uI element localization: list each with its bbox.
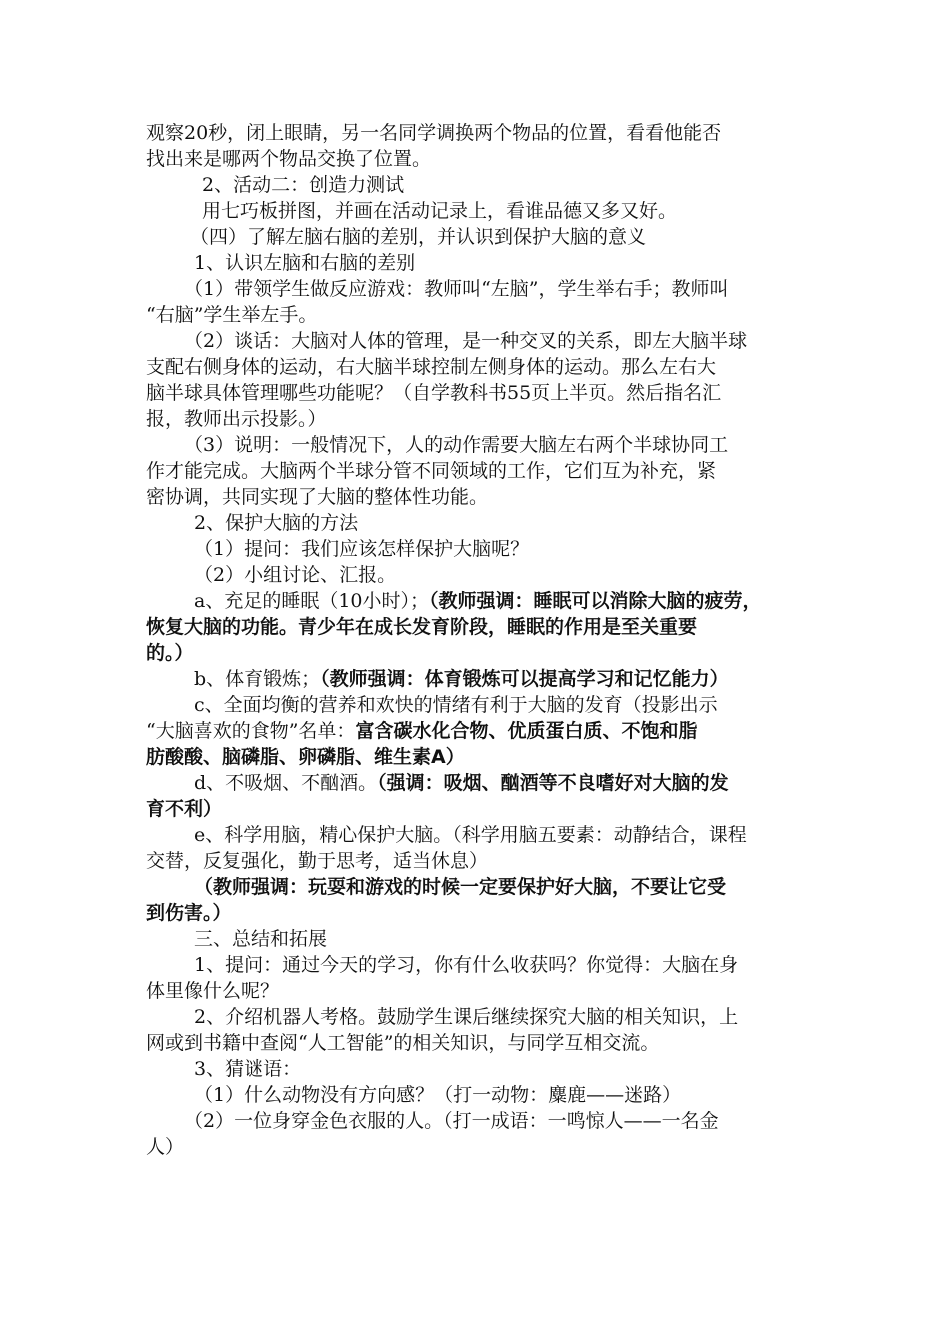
teacher-emphasis: 恢复大脑的功能。青少年在成长发育阶段，睡眠的作用是至关重要: [146, 616, 698, 638]
text-line: c、全面均衡的营养和欢快的情绪有利于大脑的发育（投影出示: [194, 694, 718, 716]
text-line: （2）小组讨论、汇报。: [194, 564, 397, 586]
text-line: 支配右侧身体的运动，右大脑半球控制左侧身体的运动。那么左右大: [146, 356, 717, 378]
teacher-emphasis: 的。）: [146, 642, 194, 664]
text-line: 作才能完成。大脑两个半球分管不同领域的工作，它们互为补充，紧: [146, 460, 717, 482]
riddle-item: （2）一位身穿金色衣服的人。（打一成语：一鸣惊人——一名金: [184, 1110, 719, 1132]
item-text: a、充足的睡眠（10小时）；: [194, 590, 430, 612]
text-line: 用七巧板拼图，并画在活动记录上，看谁品德又多又好。: [202, 200, 678, 222]
text-line: 体里像什么呢？: [146, 980, 280, 1002]
item-text: b、体育锻炼；: [194, 668, 321, 690]
text-line: （1）带领学生做反应游戏：教师叫“左脑”，学生举右手；教师叫: [184, 278, 729, 300]
text-line: （3）说明：一般情况下，人的动作需要大脑左右两个半球协同工: [184, 434, 729, 456]
teacher-emphasis: （教师强调：体育锻炼可以提高学习和记忆能力）: [320, 668, 729, 690]
text-line: 报，教师出示投影。）: [146, 408, 327, 430]
item-text: “大脑喜欢的食物”名单：: [146, 720, 356, 742]
riddle-item: 人）: [146, 1136, 185, 1158]
text-line: 脑半球具体管理哪些功能呢？（自学教科书55页上半页。然后指名汇: [146, 382, 722, 404]
text-line: 网或到书籍中查阅“人工智能”的相关知识，与同学互相交流。: [146, 1032, 660, 1054]
text-line: 观察20秒，闭上眼睛，另一名同学调换两个物品的位置，看看他能否: [146, 122, 722, 144]
text-line: 交替，反复强化，勤于思考，适当休息）: [146, 850, 489, 872]
section-heading: 2、活动二：创造力测试: [202, 174, 405, 196]
text-line: [146, 588, 814, 614]
riddle-item: （1）什么动物没有方向感？（打一动物：麋鹿——迷路）: [194, 1084, 682, 1106]
food-list: 肪酸酸、脑磷脂、卵磷脂、维生素A）: [146, 746, 465, 768]
teacher-emphasis: （强调：吸烟、酗酒等不良嗜好对大脑的发: [377, 772, 729, 794]
text-line: [146, 666, 814, 692]
section-heading: 1、认识左脑和右脑的差别: [194, 252, 416, 274]
text-line: （1）提问：我们应该怎样保护大脑呢？: [194, 538, 530, 560]
section-heading: 2、保护大脑的方法: [194, 512, 359, 534]
text-line: 密协调，共同实现了大脑的整体性功能。: [146, 486, 489, 508]
section-heading: 3、猜谜语：: [194, 1058, 302, 1080]
section-heading: （四）了解左脑右脑的差别，并认识到保护大脑的意义: [190, 226, 647, 248]
document-body: [146, 120, 814, 1160]
item-text: d、不吸烟、不酗酒。: [194, 772, 378, 794]
section-heading: 三、总结和拓展: [194, 928, 328, 950]
food-list: 富含碳水化合物、优质蛋白质、不饱和脂: [355, 720, 698, 742]
text-line: 1、提问：通过今天的学习，你有什么收获吗？你觉得：大脑在身: [194, 954, 739, 976]
text-line: 找出来是哪两个物品交换了位置。: [146, 148, 432, 170]
text-line: e、科学用脑，精心保护大脑。（科学用脑五要素：动静结合，课程: [194, 824, 747, 846]
teacher-emphasis: （教师强调：玩耍和游戏的时候一定要保护好大脑，不要让它受: [194, 876, 727, 898]
text-line: “右脑”学生举左手。: [146, 304, 318, 326]
text-line: [146, 770, 814, 796]
teacher-emphasis: 到伤害。）: [146, 902, 232, 924]
teacher-emphasis: 育不利）: [146, 798, 223, 820]
text-line: （2）谈话：大脑对人体的管理，是一种交叉的关系，即左大脑半球: [184, 330, 748, 352]
text-line: 2、介绍机器人考格。鼓励学生课后继续探究大脑的相关知识，上: [194, 1006, 739, 1028]
text-line: [146, 718, 814, 744]
teacher-emphasis: （教师强调：睡眠可以消除大脑的疲劳，: [429, 590, 762, 612]
